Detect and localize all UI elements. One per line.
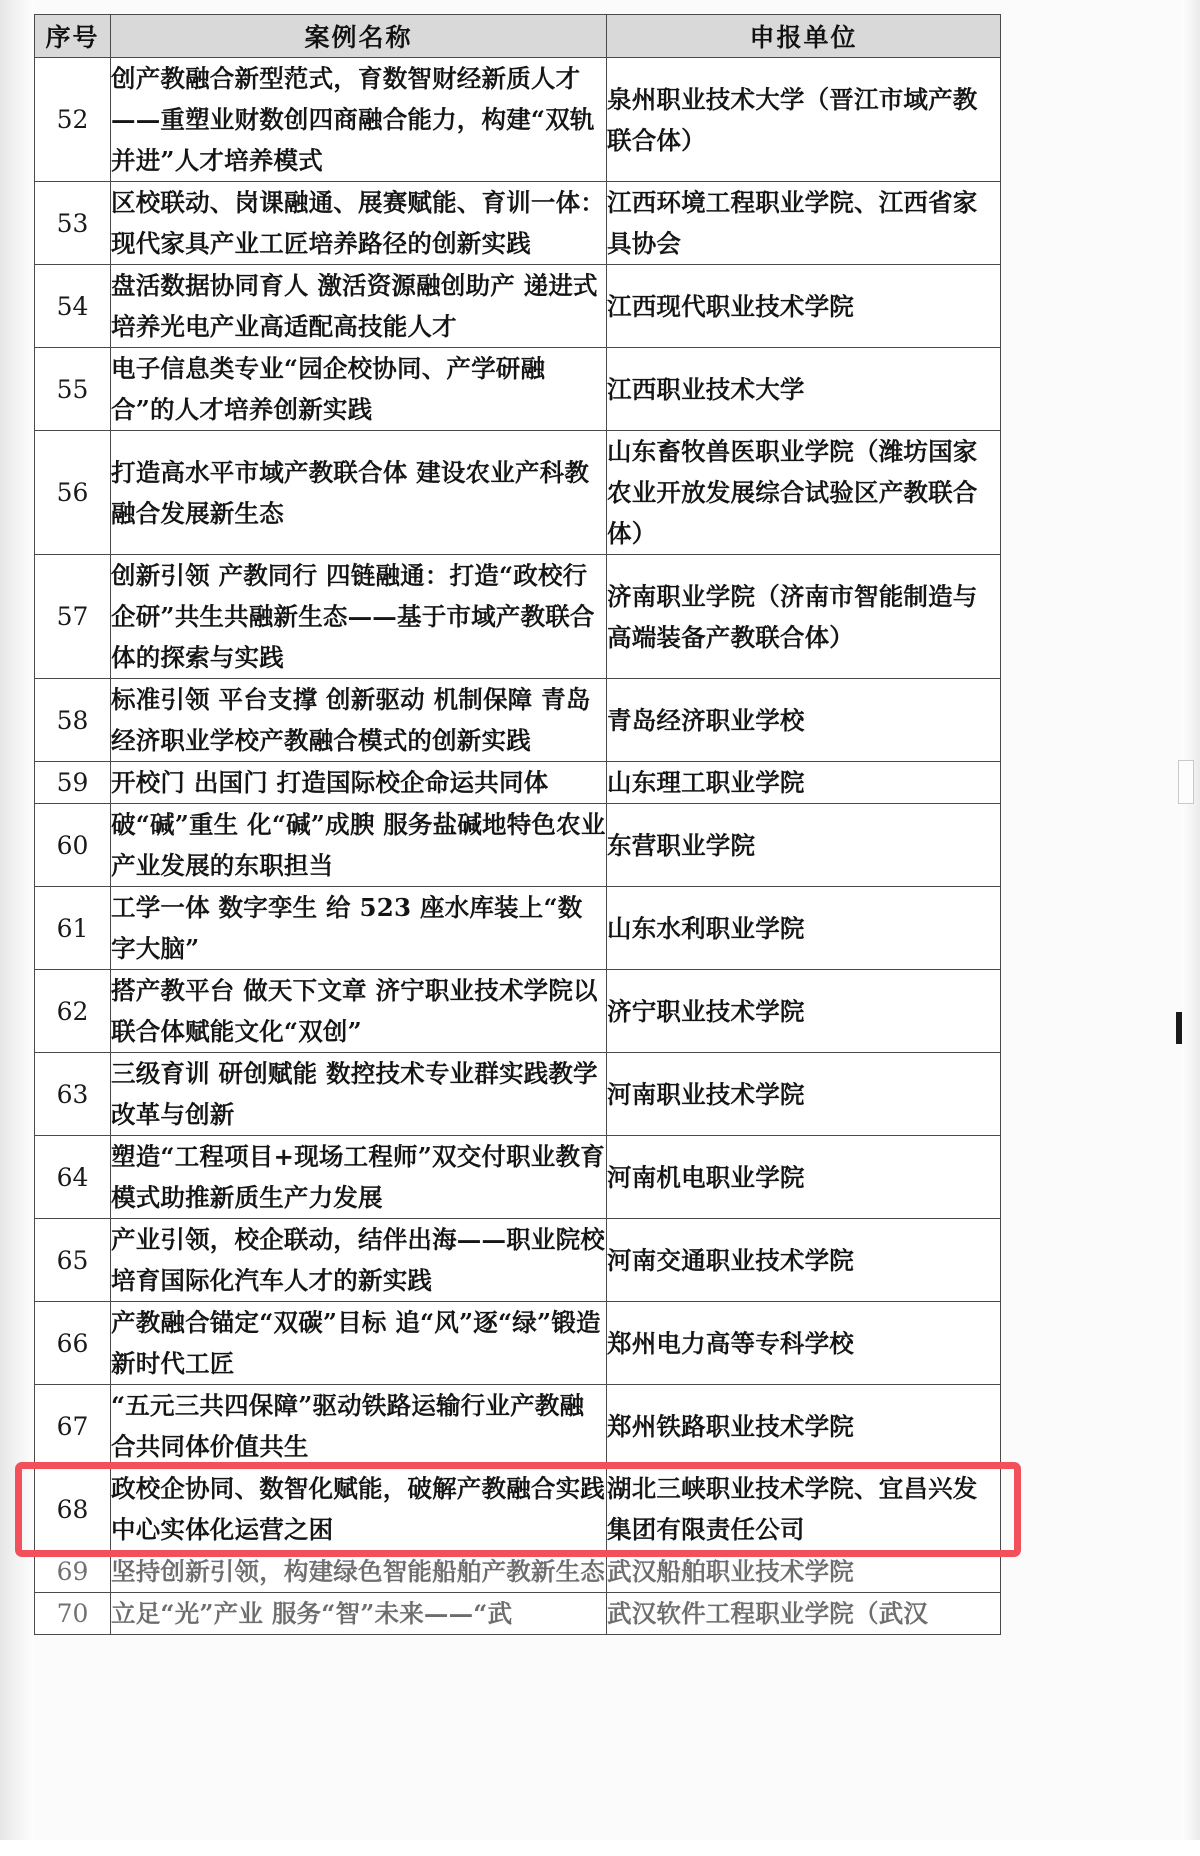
- table-row: [35, 431, 1001, 555]
- case-table-container: [34, 14, 1000, 1635]
- cell-case-name: 区校联动、岗课融通、展赛赋能、育训一体：现代家具产业工匠培养路径的创新实践: [111, 182, 607, 265]
- cell-sequence-number: 52: [35, 58, 111, 182]
- cell-sequence-number: 70: [35, 1593, 111, 1635]
- cell-applicant-unit: 泉州职业技术大学（晋江市域产教联合体）: [607, 58, 1001, 182]
- cell-sequence-number: 68: [35, 1468, 111, 1551]
- cell-case-name: 盘活数据协同育人 激活资源融创助产 递进式培养光电产业高适配高技能人才: [111, 265, 607, 348]
- cell-sequence-number: 67: [35, 1385, 111, 1468]
- cell-case-name: 三级育训 研创赋能 数控技术专业群实践教学改革与创新: [111, 1053, 607, 1136]
- cell-applicant-unit: 济南职业学院（济南市智能制造与高端装备产教联合体）: [607, 555, 1001, 679]
- table-row: [35, 679, 1001, 762]
- cell-case-name: 打造高水平市域产教联合体 建设农业产科教融合发展新生态: [111, 431, 607, 555]
- cell-case-name: 产业引领，校企联动，结伴出海——职业院校培育国际化汽车人才的新实践: [111, 1219, 607, 1302]
- table-row: [35, 887, 1001, 970]
- page-bottom-crop: [0, 1840, 1200, 1856]
- cell-case-name: 创产教融合新型范式，育数智财经新质人才——重塑业财数创四商融合能力，构建“双轨并进”人才培养模式: [111, 58, 607, 182]
- table-row: [35, 1593, 1001, 1635]
- table-row: [35, 1136, 1001, 1219]
- cell-applicant-unit: 河南机电职业学院: [607, 1136, 1001, 1219]
- scan-artifact-box-icon: [1178, 760, 1194, 804]
- cell-sequence-number: 62: [35, 970, 111, 1053]
- cell-case-name: 搭产教平台 做天下文章 济宁职业技术学院以联合体赋能文化“双创”: [111, 970, 607, 1053]
- cell-applicant-unit: 武汉船舶职业技术学院: [607, 1551, 1001, 1593]
- cell-case-name: 立足“光”产业 服务“智”未来——“武: [111, 1593, 607, 1635]
- cell-applicant-unit: 郑州电力高等专科学校: [607, 1302, 1001, 1385]
- cell-applicant-unit: 河南职业技术学院: [607, 1053, 1001, 1136]
- cell-case-name: 塑造“工程项目+现场工程师”双交付职业教育模式助推新质生产力发展: [111, 1136, 607, 1219]
- cell-case-name: 政校企协同、数智化赋能，破解产教融合实践中心实体化运营之困: [111, 1468, 607, 1551]
- cell-applicant-unit: 山东水利职业学院: [607, 887, 1001, 970]
- cell-sequence-number: 64: [35, 1136, 111, 1219]
- cell-sequence-number: 66: [35, 1302, 111, 1385]
- cell-sequence-number: 57: [35, 555, 111, 679]
- table-header: [35, 15, 1001, 58]
- table-row: [35, 58, 1001, 182]
- table-row: [35, 1468, 1001, 1551]
- cell-sequence-number: 56: [35, 431, 111, 555]
- table-row: [35, 555, 1001, 679]
- scan-artifact-bar-icon: [1176, 1012, 1182, 1044]
- cell-case-name: 创新引领 产教同行 四链融通：打造“政校行企研”共生共融新生态——基于市域产教联合体的探索与实践: [111, 555, 607, 679]
- cell-applicant-unit: 武汉软件工程职业学院（武汉: [607, 1593, 1001, 1635]
- cell-applicant-unit: 郑州铁路职业技术学院: [607, 1385, 1001, 1468]
- cell-case-name: “五元三共四保障”驱动铁路运输行业产教融合共同体价值共生: [111, 1385, 607, 1468]
- cell-applicant-unit: 河南交通职业技术学院: [607, 1219, 1001, 1302]
- table-row: [35, 1551, 1001, 1593]
- page-edge-right-shadow: [1182, 0, 1200, 1856]
- cell-sequence-number: 54: [35, 265, 111, 348]
- cell-applicant-unit: 东营职业学院: [607, 804, 1001, 887]
- table-header-row: [35, 15, 1001, 58]
- cell-applicant-unit: 江西职业技术大学: [607, 348, 1001, 431]
- table-body: [35, 58, 1001, 1635]
- cell-case-name: 破“碱”重生 化“碱”成腴 服务盐碱地特色农业产业发展的东职担当: [111, 804, 607, 887]
- table-row: [35, 1385, 1001, 1468]
- cell-applicant-unit: 江西环境工程职业学院、江西省家具协会: [607, 182, 1001, 265]
- cell-sequence-number: 69: [35, 1551, 111, 1593]
- table-row: [35, 1302, 1001, 1385]
- table-row: [35, 804, 1001, 887]
- cell-applicant-unit: 湖北三峡职业技术学院、宜昌兴发集团有限责任公司: [607, 1468, 1001, 1551]
- cell-sequence-number: 55: [35, 348, 111, 431]
- cell-case-name: 坚持创新引领，构建绿色智能船舶产教新生态: [111, 1551, 607, 1593]
- column-header-no: 序号: [35, 15, 111, 58]
- cell-applicant-unit: 山东畜牧兽医职业学院（潍坊国家农业开放发展综合试验区产教联合体）: [607, 431, 1001, 555]
- case-table: [34, 14, 1001, 1635]
- table-row: [35, 1219, 1001, 1302]
- table-row: [35, 762, 1001, 804]
- cell-sequence-number: 61: [35, 887, 111, 970]
- cell-sequence-number: 65: [35, 1219, 111, 1302]
- cell-case-name: 电子信息类专业“园企校协同、产学研融合”的人才培养创新实践: [111, 348, 607, 431]
- cell-applicant-unit: 江西现代职业技术学院: [607, 265, 1001, 348]
- table-row: [35, 265, 1001, 348]
- cell-sequence-number: 60: [35, 804, 111, 887]
- cell-sequence-number: 59: [35, 762, 111, 804]
- cell-case-name: 产教融合锚定“双碳”目标 追“风”逐“绿”锻造新时代工匠: [111, 1302, 607, 1385]
- cell-applicant-unit: 山东理工职业学院: [607, 762, 1001, 804]
- cell-applicant-unit: 济宁职业技术学院: [607, 970, 1001, 1053]
- page-edge-left-shadow: [0, 0, 34, 1856]
- table-row: [35, 1053, 1001, 1136]
- cell-sequence-number: 53: [35, 182, 111, 265]
- table-row: [35, 182, 1001, 265]
- cell-sequence-number: 63: [35, 1053, 111, 1136]
- cell-applicant-unit: 青岛经济职业学校: [607, 679, 1001, 762]
- cell-case-name: 工学一体 数字孪生 给 523 座水库装上“数字大脑”: [111, 887, 607, 970]
- column-header-name: 案例名称: [111, 15, 607, 58]
- cell-sequence-number: 58: [35, 679, 111, 762]
- cell-case-name: 开校门 出国门 打造国际校企命运共同体: [111, 762, 607, 804]
- table-row: [35, 970, 1001, 1053]
- table-row: [35, 348, 1001, 431]
- cell-case-name: 标准引领 平台支撑 创新驱动 机制保障 青岛经济职业学校产教融合模式的创新实践: [111, 679, 607, 762]
- column-header-unit: 申报单位: [607, 15, 1001, 58]
